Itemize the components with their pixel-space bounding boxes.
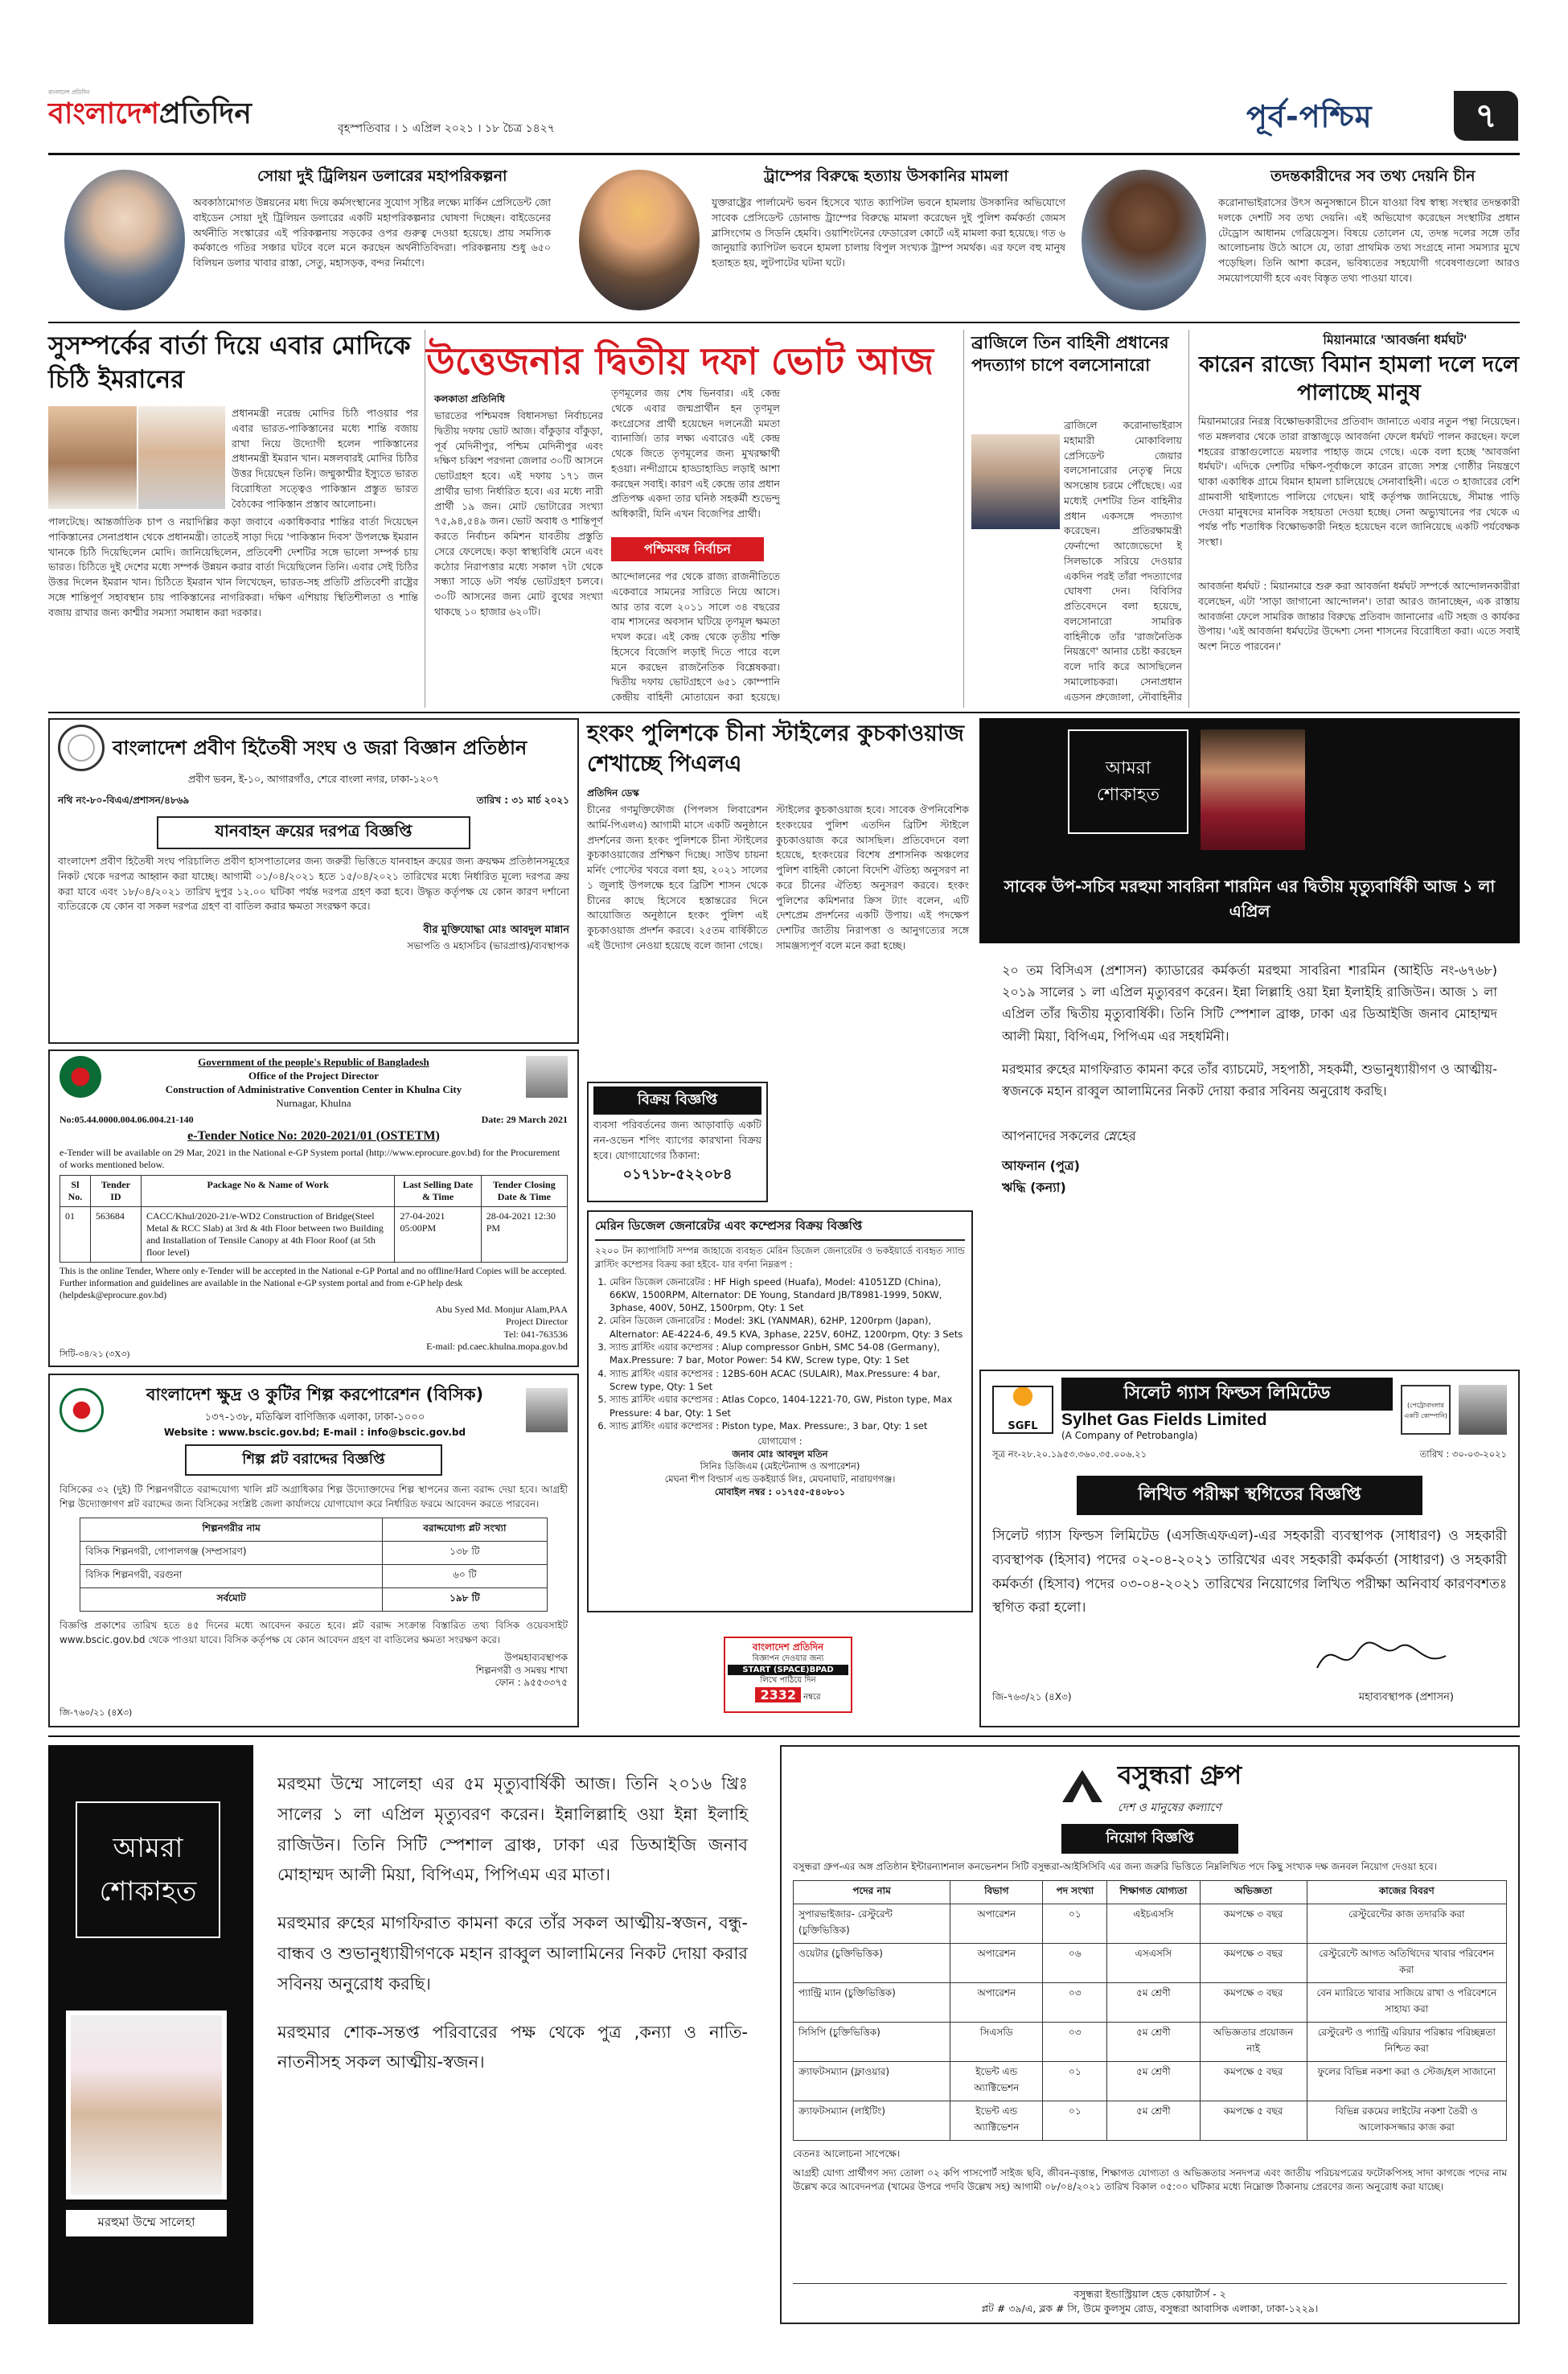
- bscic-table: [80, 1518, 547, 1612]
- recruit-th: বিভাগ: [950, 1880, 1043, 1904]
- bscic-td: বিসিক শিল্পনগরী, গোপালগঞ্জ (সম্প্রসারণ): [80, 1542, 383, 1565]
- etender-th: Last Selling Date & Time: [395, 1175, 481, 1206]
- bashundhara-logo-icon: [1058, 1766, 1106, 1806]
- sylhet-name-bn: সিলেট গ্যাস ফিল্ডস লিমিটেড: [1061, 1378, 1393, 1411]
- recruit-td: ০১: [1043, 2101, 1107, 2140]
- obit2-label-1: আমরা: [113, 1831, 183, 1864]
- recruit-td: এইচএসসি: [1107, 1904, 1200, 1943]
- marine-contact-org: সিনিঃ ডিজিএম (মেইন্টেন্যান্স ও অপারেশন): [700, 1460, 860, 1472]
- lead-body-a: ভারতের পশ্চিমবঙ্গ বিধানসভা নির্বাচনের দ্বিতীয় দফায় ভোট আজ। বাঁকুড়ার বাঁকুড়া, পূর্ব মেদিনীপুর, পশ্চিম মেদিনীপুর এবং দক্ষিণ চব্বিশ পরগনা জেলার ৩০টি আসনে ভোটগ্রহণ হবে। এই দফায় ১৭১ জন প্রার্থীর ভাগ্য নির্ধারিত হবে। এর মধ্যে নারী প্রার্থী ১৯ জন। মোট ভোটারের সংখ্যা ৭৫,৯৪,৫৪৯ জন। ভোট অবাধ ও শান্তিপূর্ণ করতে নির্বাচন কমিশন যাবতীয় প্রস্তুতি সেরে ফেলেছে। কড়া স্বাস্থ্যবিধি মেনে এবং কঠোর নিরাপত্তার মধ্যে সকাল ৭টা থেকে সন্ধ্যা সাড়ে ৬টা পর্যন্ত ভোটগ্রহণ চলবে। ৩০টি আসনের জন্য মোট বুথের সংখ্যা থাকছে ১০ হাজার ৬২০টি।: [434, 409, 603, 618]
- bscic-address: ১৩৭-১৩৮, মতিঝিল বাণিজ্যিক এলাকা, ঢাকা-১০০০: [204, 1411, 425, 1423]
- imran-body-b: পালটেছে। আন্তর্জাতিক চাপ ও নয়াদিল্লির কড়া জবাবে একাধিকবার শান্তির বার্তা দিয়েছেন পাকিস্তানের সেনাপ্রধান থেকে প্রধানমন্ত্রী। তাতেই সাড়া দিয়ে 'পাকিস্তান দিবস' উপলক্ষে ইমরান খানকে চিঠি দিয়েছিলেন মোদি। জানিয়েছিলেন, প্রতিবেশী দেশটির সঙ্গে ভালো সম্পর্ক চায় ভারত। চিঠিতে দুই দেশের মধ্যে সম্পর্ক উন্নয়ন করার বার্তা দিয়েছিলেন তিনি। এবার সেই চিঠির উত্তর দিলেন ইমরান খান। চিঠিতে ইমরান খান লিখেছেন, ভারত-সহ প্রতিটি প্রতিবেশী রাষ্ট্রের সঙ্গে শান্তিপূর্ণ সহাবস্থান চায় পাকিস্তানের নাগরিকরা। দক্ষিণ এশিয়ায় স্থিতিশীলতা ও শান্তি বজায় রাখার জন্য কাশ্মীর সমস্যা সমাধান করা দরকার।: [48, 515, 418, 618]
- etender-tel: Tel: 041-763536: [503, 1328, 568, 1340]
- bp-sms-promo: [724, 1637, 852, 1713]
- bashundhara-name: বসুন্ধরা গ্রুপ: [1117, 1760, 1242, 1790]
- recruit-th: শিক্ষাগত যোগ্যতা: [1107, 1880, 1200, 1904]
- sylhet-signer: মহাব্যবস্থাপক (প্রশাসন): [1358, 1691, 1454, 1703]
- marine-item: 1. মেরিন ডিজেল জেনারেটর : HF High speed (Huafa), Model: 41051ZD (China), 66KW, 1500RPM, Alternator: DE Young, Standard JB/T8981-1999, 50KW, 3phase, 400V, 50HZ, 1500rpm, Qty: 1 Set: [610, 1275, 965, 1315]
- lead-body-b: তৃণমূলের জয় শেষ ভিনবার। এই কেন্দ্র থেকে এবার জন্মপ্রার্থীন হন তৃণমূল কংগ্রেসের প্রার্থী হয়েছেন দলনেত্রী মমতা ব্যানার্জি। তার লক্ষ্য এবারেও এই কেন্দ্র থেকে জিতে তৃণমূলের জন্য মুখরক্ষার্থী হওয়া। নন্দীগ্রামে হাড্ডাহাড্ডি লড়াই আশা করছেন সবাই। কারণ এই কেন্দ্রে তার প্রধান প্রতিপক্ষ একদা তার ঘনিষ্ঠ সহকর্মী শুভেন্দু অধিকারী, যিনি এখন বিজেপির প্রার্থী।: [611, 387, 780, 520]
- etender-th: Sl No.: [60, 1175, 91, 1206]
- bashundhara-notice-title: নিয়োগ বিজ্ঞপ্তি: [1061, 1824, 1238, 1854]
- imran-khan-photo: [48, 406, 137, 509]
- etender-th: Package No & Name of Work: [141, 1175, 395, 1206]
- marine-item: 2. মেরিন ডিজেল জেনারেটর : Model: 3KL (YANMAR), 62HP, 1200rpm (Japan), Alternator: AE-4224-6, 49.5 KVA, 3phase, 225V, 60HZ, 1200rpm, Qty: 3 Sets: [610, 1314, 965, 1341]
- marine-list: [595, 1275, 965, 1433]
- top-story-1-title: সোয়া দুই ট্রিলিয়ন ডলারের মহাপরিকল্পনা: [257, 167, 507, 185]
- recruit-td: এসএসসি: [1107, 1943, 1200, 1982]
- etender-signer-title: Project Director: [506, 1316, 568, 1328]
- obituary-salehe: [48, 1745, 772, 2324]
- bscic-body: বিসিকের ৩২ (দুই) টি শিল্পনগরীতে বরাদ্দযোগ্য খালি প্লট অগ্রাধিকার শিল্প উদ্যোক্তাদের শিল্প স্থাপনের জন্য বরাদ্দ দেয়া হবে। আগ্রহী শিল্প উদ্যোক্তাগণ প্লট বরাদ্দের জন্য বিসিকের সংশ্লিষ্ট জেলা কার্যালয়ে যোগাযোগ করে নির্ধারিত ফরমে আবেদন করতে পারবেন।: [60, 1484, 568, 1509]
- etender-th: Tender Closing Date & Time: [481, 1175, 567, 1206]
- bp-promo-d: লিখে পাঠিয়ে দিন: [760, 1676, 816, 1686]
- logo-part-a: বাংলাদেশ: [48, 97, 159, 130]
- newspaper-logo[interactable]: [48, 90, 314, 146]
- sabrina-photo: [1201, 729, 1305, 850]
- obituary-sabrina: [979, 718, 1520, 1362]
- portrait-image: [526, 1056, 568, 1098]
- recruit-th: অভিজ্ঞতা: [1200, 1880, 1307, 1904]
- etender-th: Tender ID: [90, 1175, 141, 1206]
- lead-byline: কলকাতা প্রতিনিধি: [434, 393, 506, 405]
- section-name: পূর্ব-পশ্চিম: [1246, 99, 1373, 134]
- recruit-td: কমপক্ষে ৩ বছর: [1200, 1982, 1307, 2022]
- bp-promo-c: START (SPACE)BPAD: [728, 1665, 848, 1676]
- probin-signer-title: সভাপতি ও মহাসচিব (ভারপ্রাপ্ত)/ব্যবস্থাপক: [407, 940, 569, 951]
- recruit-td: ৫ম শ্রেণী: [1107, 2022, 1200, 2061]
- recruitment-table: [793, 1880, 1507, 2141]
- sale-title: বিক্রয় বিজ্ঞপ্তি: [593, 1086, 761, 1115]
- marine-contact: জনাব মোঃ আবদুল মতিন: [732, 1448, 828, 1460]
- hongkong-body-a: চীনের গণমুক্তিফৌজ (পিপলস লিবারেশন আর্মি-পিএলএ) আগামী মাসে একটি অনুষ্ঠানে প্রদর্শনের জন্য হংকং পুলিশকে চীনা স্টাইলের কুচকাওয়াজের প্রশিক্ষণ দিচ্ছে। সাউথ চায়না মর্নিং পোস্টের খবরে বলা হয়, ২০২১ সালের ১ জুলাই উপলক্ষে হবে ব্রিটিশ শাসন থেকে চীনের কাছে হিসেবে হস্তান্তরের দিনে আয়োজিত অনুষ্ঠানে হংকং পুলিশ এই কুচকাওয়াজ প্রদর্শন করবে। ২৫তম বার্ষিকীতে এই উদ্যোগ নেওয়া হয়েছে বলে জানা গেছে।: [587, 803, 768, 951]
- obit2-caption: মরহুমা উম্মে সালেহা: [66, 2210, 227, 2236]
- logo-tagline: বাংলাদেশ প্রতিদিন: [48, 89, 90, 96]
- sylhet-memo: সূত্র নং-২৮.২০.১৯৫৩.৩৬০.৩৫.০০৬.২১: [992, 1448, 1147, 1460]
- bashundhara-addr-1: বসুন্ধরা ইন্ডাস্ট্রিয়াল হেড কোয়ার্টার্স - ২: [1073, 2287, 1226, 2300]
- obit1-daughter: ঋদ্ধি (কন্যা): [1002, 1180, 1066, 1196]
- etender-date: Date: 29 March 2021: [481, 1113, 568, 1125]
- recruit-td: কমপক্ষে ৩ বছর: [1200, 1943, 1307, 1982]
- sylhet-notice-title: লিখিত পরীক্ষা স্থগিতের বিজ্ঞপ্তি: [1077, 1476, 1422, 1515]
- bscic-phone: ফোন : ৯৫৫৩৩৭৫: [495, 1677, 568, 1689]
- recruit-td: ০১: [1043, 2061, 1107, 2101]
- etender-project: Construction of Administrative Convention Center in Khulna City: [165, 1082, 462, 1095]
- bashundhara-salary: বেতনঃ আলোচনা সাপেক্ষে।: [793, 2147, 901, 2159]
- portrait-image: [526, 1388, 568, 1432]
- marine-title: মেরিন ডিজেল জেনারেটর এবং কম্প্রেসর বিক্রয় বিজ্ঞপ্তি: [595, 1217, 965, 1241]
- marine-item: 6. স্যান্ড ব্লাস্টিং এয়ার কম্প্রেসর : Piston type, Max. Pressure:, 3 bar, Qty: 1 set: [610, 1419, 965, 1432]
- sale-phone: ০১৭১৮-৫২২০৮৪: [622, 1166, 733, 1184]
- etender-table: [60, 1175, 568, 1263]
- recruit-th: পদের নাম: [794, 1880, 950, 1904]
- trump-photo: [579, 170, 700, 310]
- brazil-headline: ব্রাজিলে তিন বাহিনী প্রধানের পদত্যাগ চাপে বলসোনারো: [971, 333, 1169, 376]
- probin-tender-ad: [48, 718, 579, 1044]
- bashundhara-apply: আগ্রহী যোগ্য প্রার্থীগণ সদ্য তোলা ০২ কপি পাসপোর্ট সাইজ ছবি, জীবন-বৃত্তান্ত, শিক্ষাগত যোগ্যতা ও অভিজ্ঞতার সনদপত্র এবং জাতীয় পরিচয়পত্রের ফটোকপিসহ সাদা কাগজে পদের নাম উল্লেখ করে আবেদনপত্র (খামের উপরে পদবি উল্লেখ সহ) আগামী ০৮/০৪/২০২১ তারিখ বিকাল ০৫:০০ ঘটিকার মধ্যে নিম্নোক্ত ঠিকানায় প্রেরণের জন্য অনুরোধ করা যাচ্ছে।: [793, 2167, 1507, 2193]
- sylhet-gas-notice: [979, 1370, 1520, 1727]
- probin-org-name: বাংলাদেশ প্রবীণ হিতৈষী সংঘ ও জরা বিজ্ঞান প্রতিষ্ঠান: [113, 737, 527, 759]
- obit1-label-2: শোকাহত: [1096, 785, 1160, 805]
- recruit-td: কমপক্ষে ৩ বছর: [1200, 1904, 1307, 1943]
- sgfl-logo-icon: SGFL: [992, 1386, 1053, 1434]
- bscic-logo-icon: [60, 1388, 104, 1432]
- bscic-td: বিসিক শিল্পনগরী, বরগুনা: [80, 1565, 383, 1588]
- issue-date: বৃহস্পতিবার । ১ এপ্রিল ২০২১ । ১৮ চৈত্র ১৪২৭: [338, 122, 555, 135]
- obit2-p2: মরহুমার রুহের মাগফিরাত কামনা করে তাঁর সকল আত্মীয়-স্বজন, বন্ধু-বান্ধব ও শুভানুধ্যায়ীগণকে মহান রাব্বুল আলামিনের নিকট দোয়া করার সবিনয় অনুরোধ করছি।: [277, 1913, 748, 1994]
- obit2-p3: মরহুমার শোক-সন্তপ্ত পরিবারের পক্ষ থেকে পুত্র ,কন্যা ও নাতি-নাতনীসহ সকল আত্মীয়-স্বজন।: [277, 2022, 748, 2072]
- logo-part-b: প্রতিদিন: [158, 97, 252, 130]
- bscic-signer-title: শিল্পনগরী ও সমন্বয় শাখা: [475, 1664, 568, 1676]
- recruit-td: রেস্টুরেন্ট ও প্যান্ট্রি এরিয়ার পরিষ্কার পরিচ্ছন্নতা নিশ্চিত করা: [1307, 2022, 1506, 2061]
- imran-headline: সুসম্পর্কের বার্তা দিয়ে এবার মোদিকে চিঠি ইমরানের: [48, 331, 411, 394]
- sylhet-date: তারিখ : ৩০-০৩-২০২১: [1419, 1448, 1507, 1460]
- hongkong-headline: হংকং পুলিশকে চীনা স্টাইলের কুচকাওয়াজ শেখাচ্ছে পিএলএ: [587, 720, 964, 777]
- marine-contact-addr: মেঘনা শীপ বিল্ডার্স এন্ড ডকইয়ার্ড লিঃ, মেঘনাঘাট, নারায়ণগঞ্জ।: [664, 1472, 896, 1485]
- recruit-td: রেস্টুরেন্টে আগত অতিথিদের খাবার পরিবেশন করা: [1307, 1943, 1506, 1982]
- etender-td: 563684: [90, 1206, 141, 1262]
- bscic-th: বরাদ্দযোগ্য প্লট সংখ্যা: [383, 1518, 548, 1542]
- bscic-signer: উপমহাব্যবস্থাপক: [504, 1652, 568, 1663]
- etender-td: 27-04-2021 05:00PM: [395, 1206, 481, 1262]
- top-story-1-body: অবকাঠামোগত উন্নয়নের মধ্য দিয়ে কর্মসংস্থানের সুযোগ সৃষ্টির লক্ষ্যে মার্কিন প্রেসিডেন্ট জো বাইডেন সোয়া দুই ট্রিলিয়ন ডলারের একটি মহাপরিকল্পনার ঘোষণা দিচ্ছেন। বাইডেনের অর্থনীতি সংস্কারের এই পরিকল্পনায় সড়কের ওপর গুরুত্ব দেওয়া হয়েছে। প্রায় সমস্যিক কর্মকাণ্ডে গতির সঞ্চার ঘটবে বলে মনে করছেন অর্থনীতিবিদরা। পরিকল্পনায় শুধু ৬৫০ বিলিয়ন ডলার খাবার রাস্তা, সেতু, মহাসড়ক, বন্দর নির্মাণে।: [193, 196, 551, 269]
- bscic-td: ৬০ টি: [383, 1565, 548, 1588]
- recruit-td: সিসিপি (চুক্তিভিত্তিক): [794, 2022, 950, 2061]
- obit1-body: ২০ তম বিসিএস (প্রশাসন) ক্যাডারের কর্মকর্তা মরহুমা সাবরিনা শারমিন (আইডি নং-৬৭৬৮) ২০১৯ সালের ১ লা এপ্রিল মৃত্যুবরণ করেন। ইন্না লিল্লাহি ওয়া ইন্না ইলাইহি রাজিউন। আজ ১ লা এপ্রিল তাঁর দ্বিতীয় মৃত্যুবার্ষিকী। তিনি সিটি স্পেশাল ব্রাঞ্চ, ঢাকা এর ডিআইজি জনাব মোহাম্মদ আলী মিয়া, বিপিএম, পিপিএম এর সহধর্মিনী।: [1002, 963, 1497, 1044]
- obit1-from: আপনাদের সকলের স্নেহের: [1002, 1128, 1136, 1144]
- bscic-td: সর্বমোট: [80, 1588, 383, 1612]
- probin-address: প্রবীণ ভবন, ই-১০, আগারগাঁও, শেরে বাংলা নগর, ঢাকা-১২০৭: [187, 773, 440, 785]
- top-story-2-body: যুক্তরাষ্ট্রের পার্লামেন্ট ভবন হিসেবে খ্যাত ক্যাপিটল ভবনে হামলায় উসকানির অভিযোগে সাবেক প্রেসিডেন্ট ডোনাল্ড ট্রাম্পের বিরুদ্ধে মামলা করেছেন দুই পুলিশ কর্মকর্তা জেমস ব্লাসিংগেম ও সিডনি হেমবি। ওয়াশিংটনের ফেডারেল কোর্টে এই মামলা করা হয়েছে। গত ৬ জানুয়ারি ক্যাপিটল ভবনে হামলা চালায় বিপুল সংখ্যক ট্রাম্প সমর্থক। এর ফলে বহু মানুষ হতাহত হয়, লুটপাটের ঘটনা ঘটে।: [712, 196, 1065, 269]
- probin-ref: নথি নং-৮০-বিএএ/প্রশাসন/৪৮৬৯: [58, 795, 190, 806]
- marine-phone: মোবাইল নম্বর : ০১৭৫৫-৫৪০৮০১: [714, 1485, 846, 1497]
- obit1-title: সাবেক উপ-সচিব মরহুমা সাবরিনা শারমিন এর দ্বিতীয় মৃত্যুবার্ষিকী আজ ১ লা এপ্রিল: [1004, 877, 1496, 921]
- recruit-td: ফুলের বিভিন্ন নকশা করা ও স্টেজ/হল সাজানো: [1307, 2061, 1506, 2101]
- obit2-label-2: শোকাহত: [99, 1875, 197, 1908]
- sylhet-sub-bn: (পেট্রোবাংলার একটি কোম্পানি): [1401, 1385, 1451, 1435]
- etender-td: CACC/Khul/2020-21/e-WD2 Construction of Bridge(Steel Metal & RCC Slab) at 3rd & 4th Floor between two Building and Installation of Tensile Canopy at 4th Floor Roof (at 5th floor level): [141, 1206, 395, 1262]
- portrait-image: [1459, 1385, 1507, 1435]
- obit2-p1: মরহুমা উম্মে সালেহা এর ৫ম মৃত্যুবার্ষিকী আজ। তিনি ২০১৬ খ্রিঃ সালের ১ লা এপ্রিল মৃত্যুবরণ করেন। ইন্নালিল্লাহি ওয়া ইন্না ইলাহি রাজিউন। তিনি সিটি স্পেশাল ব্রাঞ্চ, ঢাকা এর ডিআইজি জনাব মোহাম্মদ আলী মিয়া, বিপিএম, পিপিএম এর মাতা।: [277, 1774, 748, 1885]
- etender-notice-ad: [48, 1049, 579, 1367]
- bscic-td: ১৩৮ টি: [383, 1542, 548, 1565]
- lead-headline: উত্তেজনার দ্বিতীয় দফা ভোট আজ: [426, 339, 934, 383]
- top-story-3-body: করোনাভাইরাসের উৎস অনুসন্ধানে চীনে যাওয়া বিশ্ব স্বাস্থ্য সংস্থার তদন্তকারী দলকে দেশটি সব তথ্য দেয়নি। এই অভিযোগ করেছেন সংস্থাটির প্রধান টেড্রোস আধানম গেব্রিয়েসুস। বিষয়ে তোলেন যে, তদন্ত দলের সঙ্গে তাঁর আলোচনায় উঠে আসে যে, তারা প্রাথমিক তথ্য সংগ্রহে নানা সমস্যার মুখে পড়েছিল। তিনি আশা করেন, ভবিষ্যতের সহযোগী গবেষণাগুলো আরও সময়োপযোগী হবে এবং বিস্তৃত তথ্য পাওয়া যাবে।: [1218, 196, 1520, 284]
- recruit-td: ইভেন্ট এন্ড অ্যাক্টিভেশন: [950, 2101, 1043, 2140]
- recruit-td: ৫ম শ্রেণী: [1107, 2101, 1200, 2140]
- recruit-td: ৫ম শ্রেণী: [1107, 2061, 1200, 2101]
- imran-body-a: প্রধানমন্ত্রী নরেন্দ্র মোদির চিঠি পাওয়ার পর এবার ভারত-পাকিস্তানের মধ্যে শান্তি বজায় রাখা নিয়ে উদ্যোগী হলেন পাকিস্তানের প্রধানমন্ত্রী ইমরান খান। মঙ্গলবারই মোদির চিঠির উত্তর দিয়েছেন তিনি। জম্মুকাশ্মীর ইস্যুতে ভারত বিরোধিতা সত্ত্বেও পাকিস্তান প্রস্তুত ভারত বৈঠকের পাকিস্তান প্রস্তাব আলোচনা।: [232, 407, 418, 510]
- biden-photo: [64, 170, 185, 310]
- bashundhara-intro: বসুন্ধরা গ্রুপ-এর অঙ্গ প্রতিষ্ঠান ইন্টারন্যাশনাল কনভেনশন সিটি বসুন্ধরা-আইসিসিবি এর জন্য জরুরি ভিত্তিতে নিম্নলিখিত পদে কিছু সংখ্যক দক্ষ জনবল নিয়োগ দেওয়া হবে।: [793, 1861, 1437, 1872]
- top-story-3-title: তদন্তকারীদের সব তথ্য দেয়নি চীন: [1270, 167, 1476, 185]
- recruit-td: ক্র্যাফটসম্যান (ফ্লাওয়ার): [794, 2061, 950, 2101]
- marine-item: 5. স্যান্ড ব্লাস্টিং এয়ার কম্প্রেসর : Atlas Copco, 1404-1221-70, GW, Piston type, Max Pressure: 4 bar, Qty: 1 Set: [610, 1393, 965, 1419]
- etender-intro: e-Tender will be available on 29 Mar, 2021 in the National e-GP System portal (http://www.eprocure.gov.bd) for the Procurement of works mentioned below.: [60, 1146, 560, 1171]
- recruit-td: রেস্টুরেন্টের কাজ তদারকি করা: [1307, 1904, 1506, 1943]
- recruit-td: অভিজ্ঞতার প্রয়োজন নাই: [1200, 2022, 1307, 2061]
- bscic-notice-title: শিল্প প্লট বরাদ্দের বিজ্ঞপ্তি: [185, 1444, 442, 1476]
- recruit-td: ০৩: [1043, 2022, 1107, 2061]
- obit1-son: আফনান (পুত্র): [1002, 1158, 1080, 1174]
- hongkong-byline: প্রতিদিন ডেস্ক: [587, 787, 639, 799]
- recruit-td: ৫ম শ্রেণী: [1107, 1982, 1200, 2022]
- etender-td: 28-04-2021 12:30 PM: [481, 1206, 567, 1262]
- etender-email: E-mail: pd.caec.khulna.mopa.gov.bd: [426, 1341, 568, 1353]
- recruit-td: ইভেন্ট এন্ড অ্যাক্টিভেশন: [950, 2061, 1043, 2101]
- bscic-org: বাংলাদেশ ক্ষুদ্র ও কুটির শিল্প করপোরেশন (বিসিক): [146, 1385, 484, 1404]
- salehe-photo: [66, 2011, 227, 2199]
- probin-logo-icon: [58, 725, 105, 771]
- bscic-th: শিল্পনগরীর নাম: [80, 1518, 383, 1542]
- recruit-td: ০১: [1043, 1904, 1107, 1943]
- election-tag: পশ্চিমবঙ্গ নির্বাচন: [611, 537, 764, 561]
- recruit-td: বেন ম্যারিতে খাবার সাজিয়ে রাখা ও পরিবেশনে সাহায্য করা: [1307, 1982, 1506, 2022]
- bscic-foot: বিজ্ঞপ্তি প্রকাশের তারিখ হতে ৪৫ দিনের মধ্যে আবেদন করতে হবে। প্লট বরাদ্দ সংক্রান্ত বিস্তারিত তথ্য বিসিক ওয়েবসাইট www.bscic.gov.bd থেকে পাওয়া যাবে। বিসিক কর্তৃপক্ষ যে কোন আবেদন গ্রহণ বা বাতিলের ক্ষমতা সংরক্ষণ করে।: [60, 1620, 568, 1645]
- bscic-web: Website : www.bscic.gov.bd; E-mail : info@bscic.gov.bd: [163, 1427, 466, 1438]
- recruit-td: ওয়েটার (চুক্তিভিত্তিক): [794, 1943, 950, 1982]
- gov-seal-icon: [60, 1056, 101, 1098]
- marine-item: 4. স্যান্ড ব্লাস্টিং এয়ার কম্প্রেসর : 12BS-60H ACAC (SULAIR), Max.Pressure: 4 bar, Screw type, Qty: 1 Set: [610, 1367, 965, 1394]
- recruit-td: ০৩: [1043, 1982, 1107, 2022]
- recruit-td: সুপারভাইজার- রেস্টুরেন্ট (চুক্তিভিত্তিক): [794, 1904, 950, 1943]
- sale-ad: [587, 1082, 768, 1202]
- etender-memo: No:05.44.0000.004.06.004.21-140: [60, 1113, 194, 1125]
- etender-place: Nurnagar, Khulna: [276, 1096, 351, 1109]
- bscic-td: ১৯৮ টি: [383, 1588, 548, 1612]
- sale-body: ব্যবসা পরিবর্তনের জন্য আড়াবাড়ি একটি নন-ওভেন শপিং ব্যাগের কারখানা বিক্রয় হবে। যোগাযোগের ঠিকানা:: [593, 1119, 761, 1161]
- recruit-td: বিভিন্ন রকমের লাইটের নকশা তৈরী ও আলোকসজ্জার কাজ করা: [1307, 2101, 1506, 2140]
- marine-intro: ২২০০ টন ক্যাপাসিটি সম্পন্ন জাহাজে ব্যবহৃত মেরিন ডিজেল জেনারেটর ও ভকইয়ার্ডে ব্যবহৃত স্যান্ড ব্লাস্টিং কম্প্রেসর বিক্রয় করা হইবে- যার বর্ণনা নিম্নরূপ :: [595, 1245, 965, 1271]
- bscic-plot-ad: [48, 1374, 579, 1727]
- etender-gov: Government of the people's Republic of Bangladesh: [198, 1056, 429, 1068]
- brazil-body: ব্রাজিলে করোনাভাইরাস মহামারী মোকাবিলায় প্রেসিডেন্ট জেয়ার বলসোনারোর নেতৃত্ব নিয়ে অসন্তোষ চরমে পৌঁছেছে। এর মধ্যেই দেশটির তিন বাহিনীর প্রধান একসঙ্গে পদত্যাগ করেছেন। প্রতিরক্ষামন্ত্রী ফের্নান্দো আজেভেদো ই সিলভাকে সরিয়ে দেওয়ার একদিন পরই তাঁরা পদত্যাগের ঘোষণা দেন। বিবিসির প্রতিবেদনে বলা হয়েছে, বলসোনারো সামরিক বাহিনীকে তাঁর 'রাজনৈতিক নিয়ন্ত্রণে' আনার চেষ্টা করছেন বলে দাবি করে আসছিলেন সমালোচকরা। সেনাপ্রধান এডসন প্রুজোলা, নৌবাহিনীর: [1064, 419, 1182, 703]
- bscic-code: জি-৭৬০/২১ (৪X৩): [60, 1707, 133, 1718]
- hongkong-body-b: স্টাইলের কুচকাওয়াজ হবে। সাবেক ঔপনিবেশিক হংকংয়ের পুলিশ এতদিন ব্রিটিশ স্টাইলে কুচকাওয়াজ করে আসছিল। প্রতিবেদনে বলা হয়েছে, হংকংয়ের বিশেষ প্রশাসনিক অঞ্চলের পুলিশ বাহিনী কোনো বিদেশি ঐতিহ্য অনুসরণ না করে চীনের ঐতিহ্য অনুসরণ করবে। হংকং পুলিশের কমিশনার ক্রিস ট্যাং বলেন, এটি দেশপ্রেম প্রদর্শনের একটি উপায়। এই পদক্ষেপ দেশটির জাতীয় নিরাপত্তা ও আনুগত্যের সঙ্গে সামঞ্জস্যপূর্ণ বলে মনে করা হচ্ছে।: [776, 803, 969, 951]
- bp-promo-a: বাংলাদেশ প্রতিদিন: [752, 1641, 824, 1653]
- myanmar-kicker: মিয়ানমারে 'আবর্জনা ধর্মঘট': [1323, 332, 1467, 347]
- probin-date: তারিখ : ৩১ মার্চ ২০২১: [476, 795, 569, 806]
- recruit-td: অপারেশন: [950, 1943, 1043, 1982]
- marine-sale-ad: [587, 1210, 973, 1612]
- bashundhara-recruitment-ad: [780, 1745, 1520, 2324]
- recruit-td: অপারেশন: [950, 1982, 1043, 2022]
- myanmar-body: মিয়ানমারের নিরস্ত্র বিক্ষোভকারীদের প্রতিবাদ জানাতে এবার নতুন পন্থা নিয়েছেন। গত মঙ্গলবার থেকে তারা রাস্তাজুড়ে আবর্জনা ফেলে ধর্মঘট পালন করছেন। ফলে শহরের রাস্তাগুলোতে ময়লার পাহাড় জমে গেছে। একে বলা হচ্ছে 'আবর্জনা ধর্মঘট'। এদিকে দেশটির দক্ষিণ-পূর্বাঞ্চলে কারেন রাজ্যে সশস্ত্র গোষ্ঠীর নিয়ন্ত্রণে থাকা একাধিক গ্রামে বিমান হামলা চালিয়েছে সেনাবাহিনী। এতে ৩ হাজারের বেশি গ্রামবাসী থাইল্যান্ডে পালিয়ে গেছেন। থাই কর্তৃপক্ষ জানিয়েছে, সীমান্ত পাড়ি দেওয়া মানুষদের মানবিক সহায়তা দেওয়া হচ্ছে। সেনা অভ্যুত্থানের পর থেকে এ পর্যন্ত পাঁচ শতাধিক বিক্ষোভকারী নিহত হয়েছেন বলে জানিয়েছে একটি পর্যবেক্ষক সংস্থা।: [1198, 415, 1520, 548]
- sylhet-code: জি-৭৬৩/২১ (৪X৩): [992, 1691, 1072, 1702]
- etender-footer: This is the online Tender, Where only e-Tender will be accepted in the National e-GP Portal and no offline/Hard Copies will be accepted. Further information and guidelines are available in the National e-GP system portal and from e-GP help desk (helpdesk@eprocure.gov.bd): [60, 1266, 567, 1300]
- probin-body: বাংলাদেশ প্রবীণ হিতৈষী সংঘ পরিচালিত প্রবীণ হাসপাতালের জন্য জরুরী ভিত্তিতে যানবাহন ক্রয়ের জন্য ক্রয়ক্ষম প্রতিষ্ঠানসমূহের নিকট থেকে দরপত্র আহ্বান করা যাচ্ছে। আগামী ০১/০৪/২০২১ হতে ১৫/০৪/২০২১ তারিখের মধ্যে নির্ধারিত মূল্যে দরপত্র ক্রয় করা যাবে এবং ১৮/০৪/২০২১ তারিখ দুপুর ১২.০০ ঘটিকা পর্যন্ত দরপত্র গ্রহণ করা হবে। উদ্ধৃত কর্তৃপক্ষ যে কোন কারণ দর্শানো ব্যতিরেকে যে কোন বা সকল দরপত্র গ্রহণ বা বাতিল করার ক্ষমতা সংরক্ষণ করে।: [58, 855, 569, 913]
- page-number: ৭: [1454, 91, 1518, 141]
- marine-item: 3. স্যান্ড ব্লাস্টিং এয়ার কম্প্রেসর : Alup compressor GnbH, SMC 54-08 (Germany), Max.Pressure: 7 bar, Motor Power: 54 KW, Screw type, Qty: 1 Set: [610, 1341, 965, 1367]
- lead-body-c: আন্দোলনের পর থেকে রাজ্য রাজনীতিতে একেবারে সামনের সারিতে নিয়ে আসে। আর তার বলে ২০১১ সালে ৩৪ বছরের বাম শাসনের অবসান ঘটিয়ে তৃণমূল ক্ষমতা দখল করে। এই কেন্দ্র থেকে তৃতীয় শক্তি হিসেবে বিজেপি লড়াই দিতে পারে বলে মনে করছেন রাজনৈতিক বিশ্লেষকরা। দ্বিতীয় দফায় ভোটগ্রহণে ৬৫১ কোম্পানি কেন্দ্রীয় বাহিনী মোতায়েন করা হয়েছে।: [611, 570, 780, 703]
- recruit-th: কাজের বিবরণ: [1307, 1880, 1506, 1904]
- etender-office: Office of the Project Director: [248, 1069, 379, 1082]
- etender-title: e-Tender Notice No: 2020-2021/01 (OSTETM): [187, 1128, 440, 1143]
- sylhet-sub: (A Company of Petrobangla): [1061, 1430, 1198, 1441]
- recruit-td: ০৬: [1043, 1943, 1107, 1982]
- obit1-body-2: মরহুমার রুহের মাগফিরাত কামনা করে তাঁর ব্যাচমেট, সহপাঠী, সহকর্মী, শুভানুধ্যায়ীগণ ও আত্মীয়-স্বজনকে মহান রাব্বুল আলামিনের নিকট দোয়া করার সবিনয় অনুরোধ করছি।: [1002, 1061, 1497, 1099]
- top-news-strip: [48, 165, 1520, 318]
- recruit-td: ক্র্যাফটসম্যান (লাইটিং): [794, 2101, 950, 2140]
- bp-promo-e: 2332: [755, 1687, 801, 1702]
- recruit-td: কমপক্ষে ৫ বছর: [1200, 2101, 1307, 2140]
- sylhet-body: সিলেট গ্যাস ফিল্ডস লিমিটেড (এসজিএফএল)-এর সহকারী ব্যবস্থাপক (সাধারণ) ও সহকারী ব্যবস্থাপক (হিসাব) পদের ০২-০৪-২০২১ তারিখের এবং সহকারী কর্মকর্তা (সাধারণ) ও সহকারী কর্মকর্তা (হিসাব) পদের ০৩-০৪-২০২১ তারিখের নিয়োগের লিখিত পরীক্ষা অনিবার্য কারণবশতঃ স্থগিত করা হলো।: [992, 1528, 1507, 1616]
- modi-photo: [138, 406, 225, 509]
- bp-promo-f: নম্বরে: [803, 1692, 821, 1702]
- etender-td: 01: [60, 1206, 91, 1262]
- etender-code: সিটি-৩৪/২১ (৩X৩): [60, 1349, 130, 1359]
- recruit-td: অপারেশন: [950, 1904, 1043, 1943]
- myanmar-headline: কারেন রাজ্যে বিমান হামলা দলে দলে পালাচ্ছে মানুষ: [1199, 352, 1519, 406]
- recruit-th: পদ সংখ্যা: [1043, 1880, 1107, 1904]
- etender-signer: Abu Syed Md. Monjur Alam,PAA: [435, 1303, 568, 1315]
- sylhet-name-en: Sylhet Gas Fields Limited: [1061, 1411, 1267, 1429]
- recruit-td: কমপক্ষে ৫ বছর: [1200, 2061, 1307, 2101]
- probin-notice-title: যানবাহন ক্রয়ের দরপত্র বিজ্ঞপ্তি: [157, 816, 470, 849]
- obit1-label-1: আমরা: [1105, 758, 1151, 778]
- signature-image: [1309, 1628, 1470, 1684]
- top-story-2-title: ট্রাম্পের বিরুদ্ধে হত্যায় উসকানির মামলা: [764, 167, 1008, 185]
- recruit-td: প্যান্ট্রি ম্যান (চুক্তিভিত্তিক): [794, 1982, 950, 2022]
- marine-contact-label: যোগাযোগ :: [757, 1435, 802, 1448]
- bp-promo-b: বিজ্ঞাপন দেওয়ার জন্য: [752, 1654, 824, 1664]
- myanmar-body-b: আবর্জনা ধর্মঘট : মিয়ানমারে শুরু করা আবর্জনা ধর্মঘট সম্পর্কে আন্দোলনকারীরা বলেছেন, এটা 'সাড়া জাগানো আন্দোলন'। তারা আরও জানাচ্ছেন, এক রাস্তায় আবর্জনা ফেলে সামরিক জান্তার বিরুদ্ধে প্রতিবাদ জানানোর এটি সহজ ও কার্যকর উপায়। 'এই আবর্জনা ধর্মঘটের উদ্দেশ্য সেনা শাসনের বিরোধিতা করা। এতে সবাই অংশ নিতে পারবেন।': [1198, 580, 1520, 652]
- recruit-td: সিএসডি: [950, 2022, 1043, 2061]
- bashundhara-addr-2: প্লট # ৩৯/এ, ব্লক # সি, উমে কুলসুম রোড, বসুন্ধরা আবাসিক এলাকা, ঢাকা-১২২৯।: [981, 2302, 1319, 2314]
- probin-signer: বীর মুক্তিযোদ্ধা মোঃ আবদুল মান্নান: [423, 924, 569, 936]
- tedros-photo: [1082, 170, 1206, 310]
- bashundhara-tagline: দেশ ও মানুষের কল্যাণে: [1117, 1801, 1221, 1814]
